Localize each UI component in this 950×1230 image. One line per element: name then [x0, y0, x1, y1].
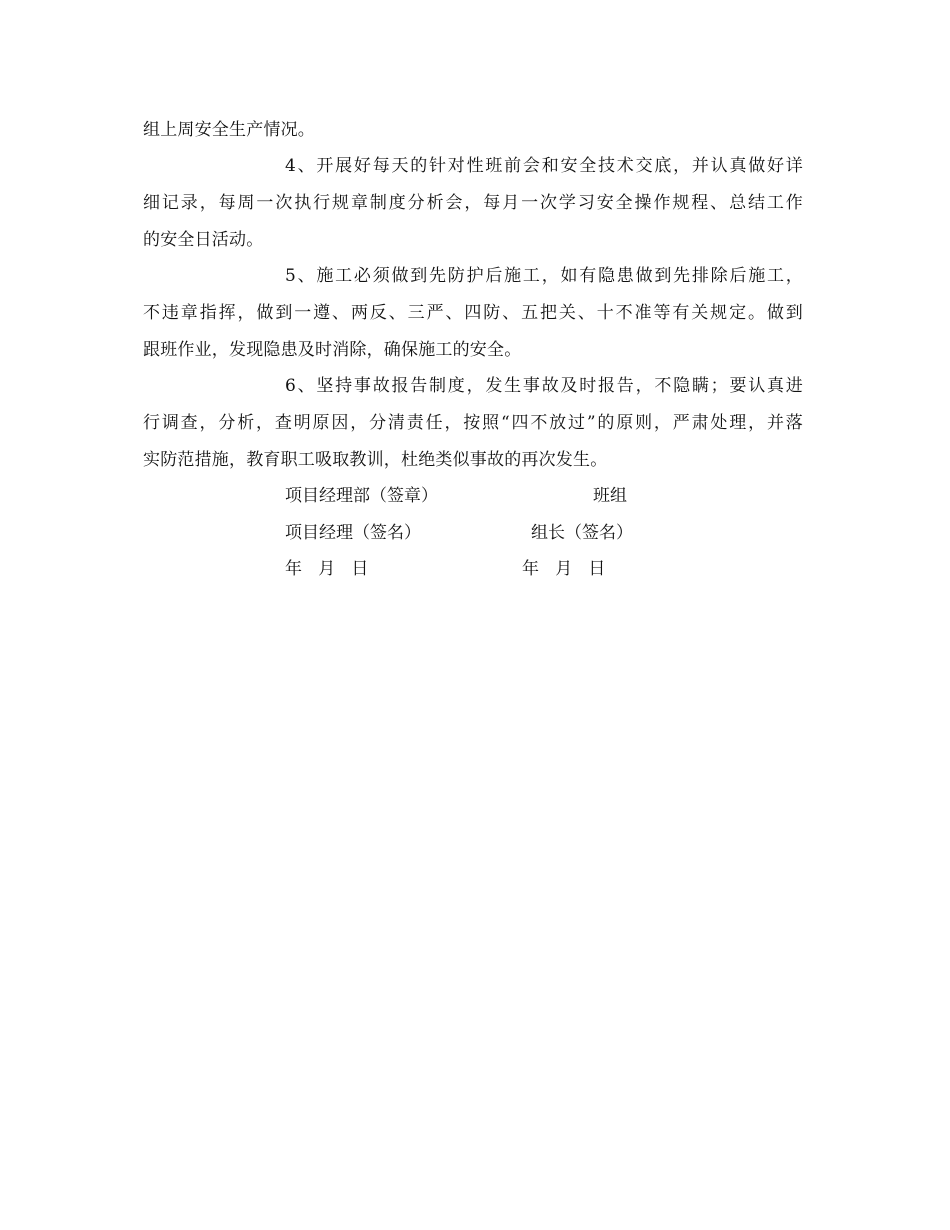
signature-left-person: 项目经理（签名）	[285, 523, 421, 543]
paragraph-line: 细记录，每周一次执行规章制度分析会，每月一次学习安全操作规程、总结工作	[143, 193, 803, 213]
paragraph-line: 组上周安全生产情况。	[143, 120, 315, 140]
paragraph-line: 实防范措施，教育职工吸取教训，杜绝类似事故的再次发生。	[143, 450, 608, 470]
signature-left-org: 项目经理部（签章）	[285, 486, 438, 506]
signature-right-org: 班组	[593, 486, 627, 506]
paragraph-line: 4、开展好每天的针对性班前会和安全技术交底，并认真做好详	[285, 156, 803, 176]
paragraph-line: 5、施工必须做到先防护后施工，如有隐患做到先排除后施工，	[285, 266, 803, 286]
signature-left-date: 年 月 日	[285, 559, 369, 579]
paragraph-line: 6、坚持事故报告制度，发生事故及时报告，不隐瞒；要认真进	[285, 376, 803, 396]
paragraph-line: 的安全日活动。	[143, 230, 264, 250]
signature-right-date: 年 月 日	[522, 559, 606, 579]
paragraph-line: 跟班作业，发现隐患及时消除，确保施工的安全。	[143, 340, 522, 360]
signature-right-person: 组长（签名）	[531, 523, 633, 543]
paragraph-line: 行调查，分析，查明原因，分清责任，按照“四不放过”的原则，严肃处理，并落	[143, 413, 803, 433]
paragraph-line: 不违章指挥，做到一遵、两反、三严、四防、五把关、十不准等有关规定。做到	[143, 303, 803, 323]
